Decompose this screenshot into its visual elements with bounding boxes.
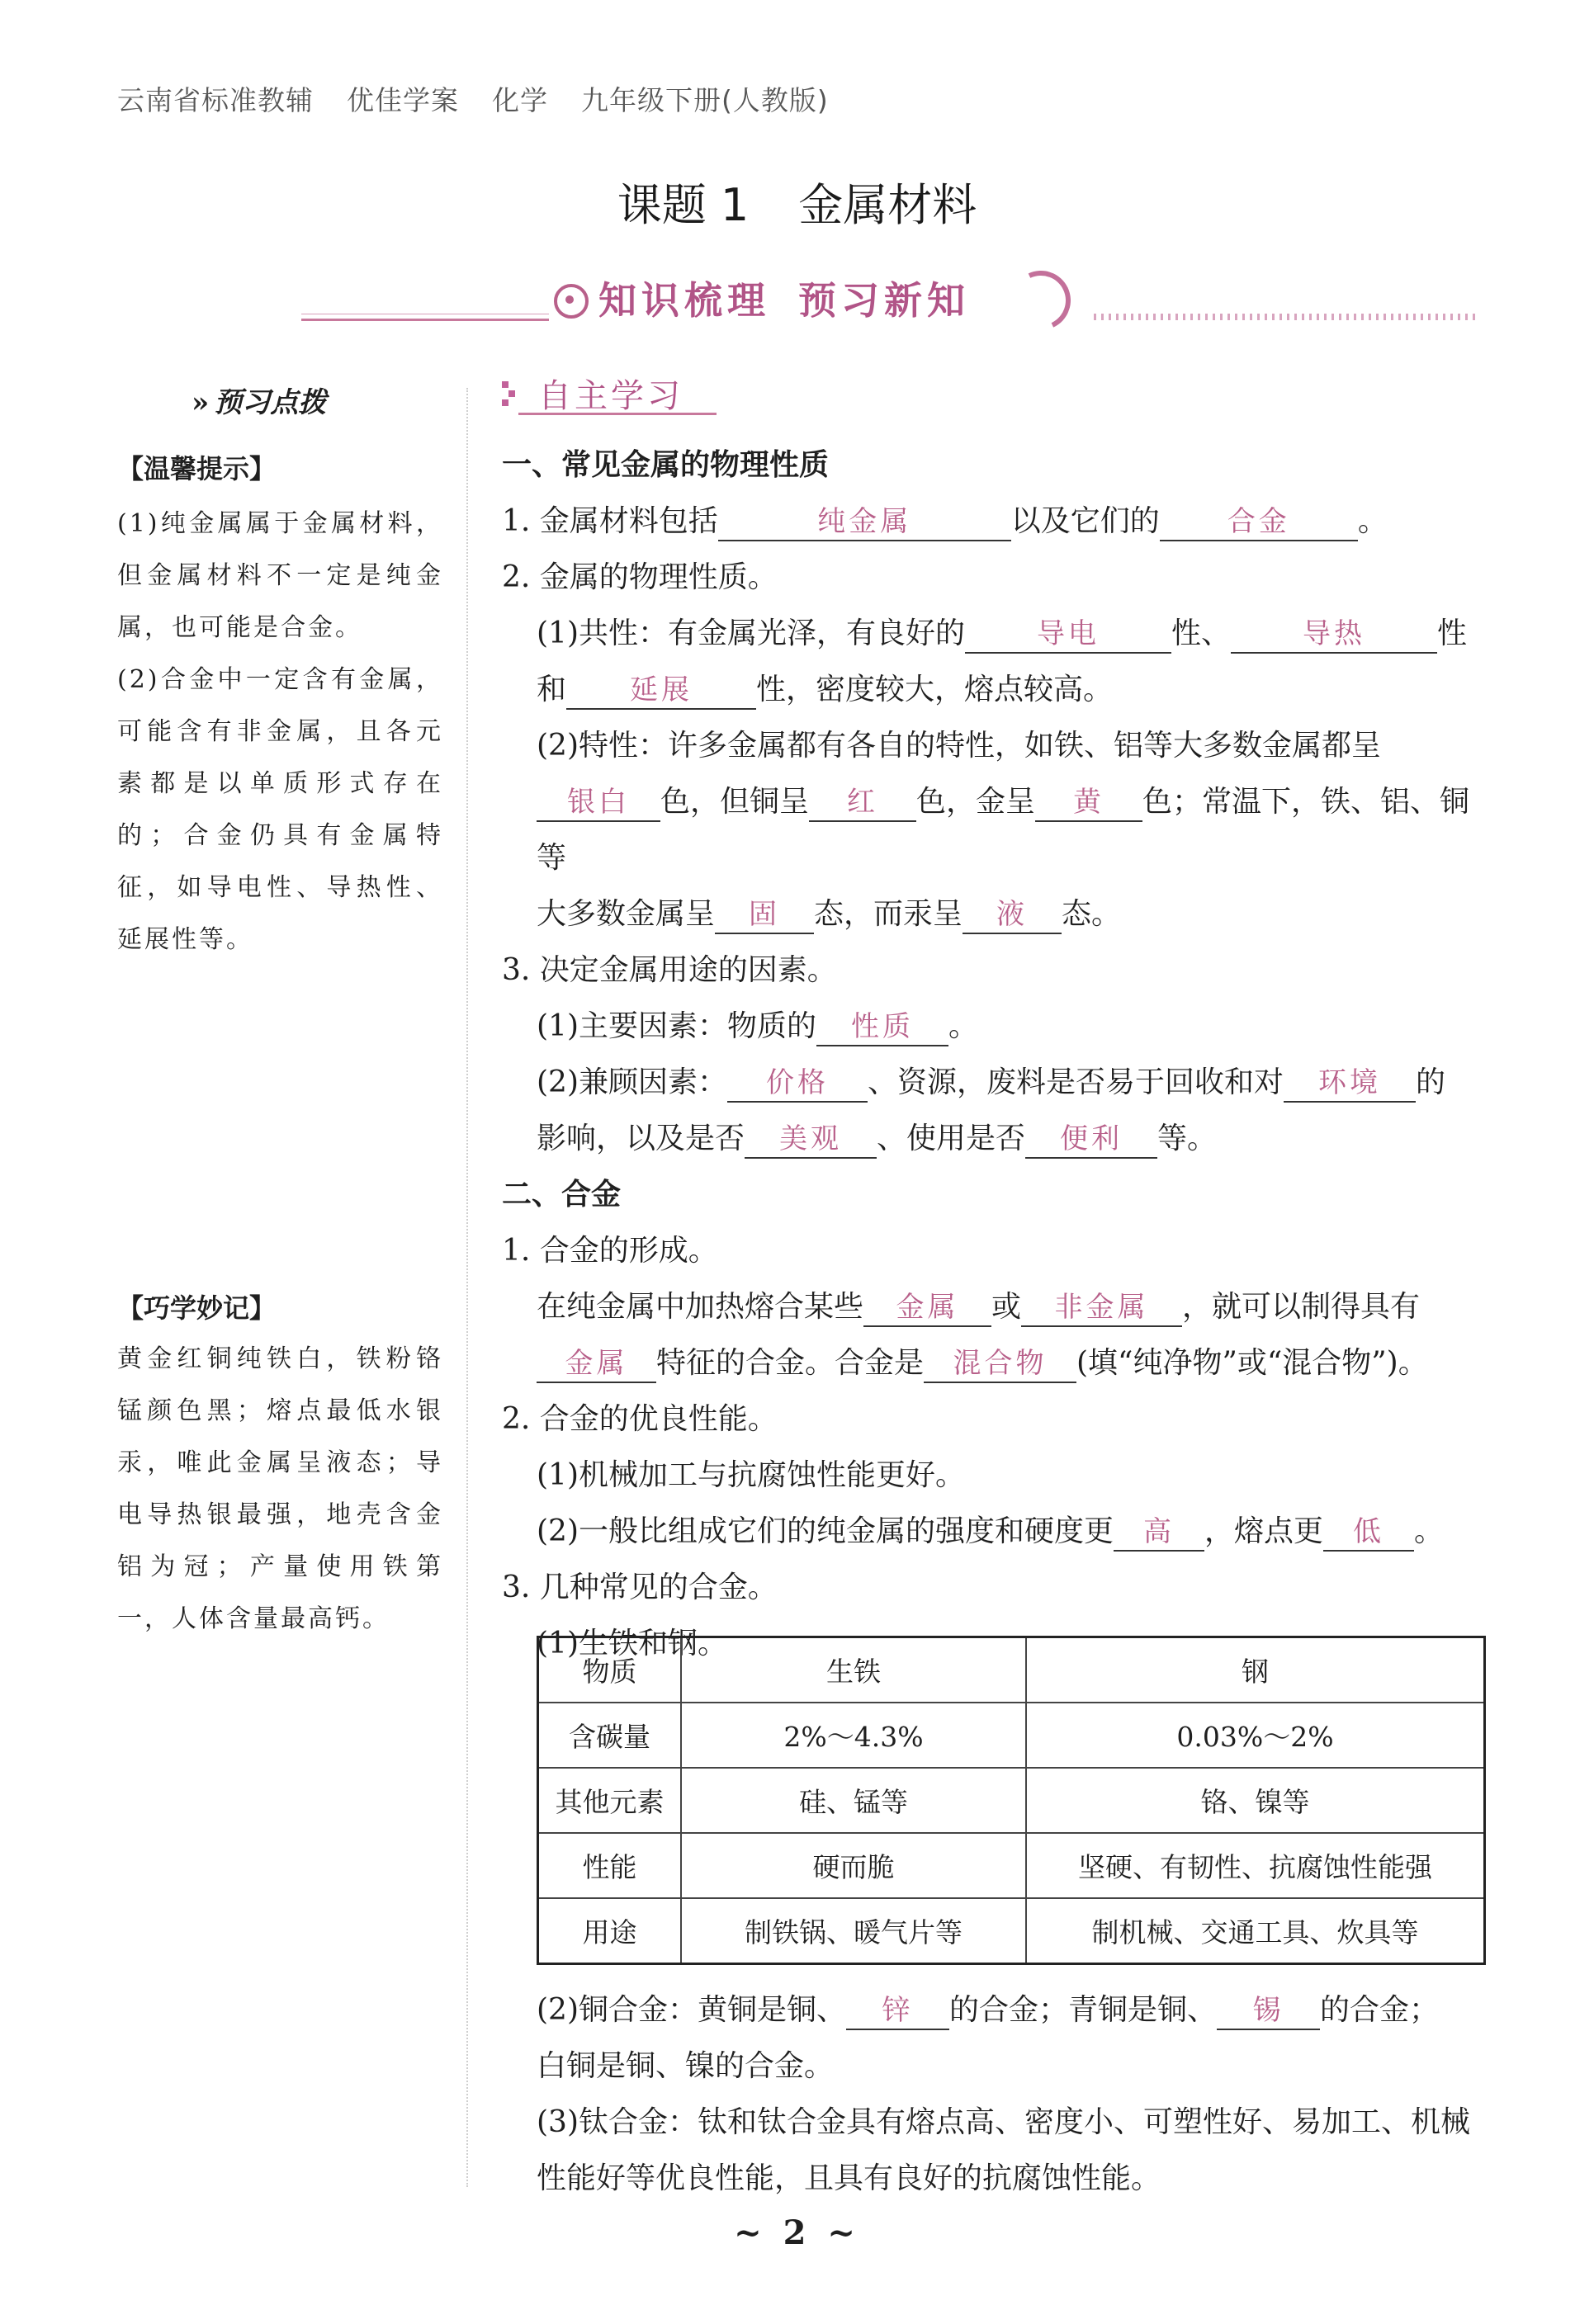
sidebar-heading-text: 预习点拨 (214, 386, 327, 419)
table-cell: 坚硬、有韧性、抗腐蚀性能强 (1026, 1833, 1485, 1898)
lesson-topic: 金属材料 (798, 179, 977, 231)
answer-blank[interactable]: 纯金属 (718, 503, 1011, 541)
text: 。 (948, 1009, 979, 1043)
table-row (538, 1703, 1485, 1768)
question-3-1 (537, 999, 1492, 1055)
answer-blank[interactable]: 非金属 (1021, 1289, 1182, 1327)
alloy-2-1: (1)机械加工与抗腐蚀性能更好。 (537, 1458, 965, 1492)
answer-blank[interactable]: 金属 (863, 1289, 991, 1327)
text: 色，金呈 (916, 785, 1036, 819)
text: ，熔点更 (1204, 1514, 1324, 1548)
text: 或 (991, 1290, 1022, 1324)
page-number: ~ 2 ~ (734, 2213, 860, 2252)
banner-text (598, 271, 970, 325)
alloy-3: 3. 几种常见的合金。 (502, 1571, 778, 1604)
alloy-continuation (537, 1982, 1494, 2207)
table-header-cell: 物质 (538, 1637, 682, 1703)
answer-blank[interactable]: 合金 (1160, 503, 1358, 541)
main-content (502, 370, 1492, 1672)
question-2: 2. 金属的物理性质。 (502, 560, 778, 594)
answer-blank[interactable]: 导电 (965, 616, 1171, 654)
answer-blank[interactable]: 银白 (537, 784, 660, 822)
text: 1. 金属材料包括 (502, 504, 718, 538)
text: 等。 (1157, 1122, 1218, 1155)
alloy-1-text (537, 1279, 1492, 1391)
text: (2)铜合金：黄铜是铜、 (537, 1993, 846, 2027)
header-series: 云南省标准教辅 (117, 84, 314, 116)
swirl-icon (1003, 262, 1079, 338)
table-header-cell: 生铁 (681, 1637, 1026, 1703)
self-study-underline (518, 413, 717, 415)
answer-blank[interactable]: 锡 (1217, 1992, 1320, 2030)
text: 在纯金属中加热熔合某些 (537, 1290, 864, 1324)
section-1-heading: 一、常见金属的物理性质 (502, 448, 830, 482)
header-subject: 化学 (492, 84, 548, 116)
text: 大多数金属呈 (537, 897, 716, 931)
answer-blank[interactable]: 价格 (727, 1065, 868, 1103)
question-3: 3. 决定金属用途的因素。 (502, 953, 837, 987)
iron-steel-table (537, 1636, 1486, 1965)
tip-label: 【温馨提示】 (117, 453, 277, 484)
text: 以及它们的 (1010, 504, 1160, 538)
sidebar-heading (192, 380, 443, 420)
self-study-text: 自主学习 (538, 377, 683, 415)
text: 色；常温下，铁、铝、铜等 (537, 785, 1470, 875)
answer-blank[interactable]: 便利 (1025, 1121, 1157, 1159)
text: (1)主要因素：物质的 (537, 1009, 816, 1043)
alloy-3-2 (537, 1982, 1494, 2095)
alloy-2: 2. 合金的优良性能。 (502, 1402, 778, 1436)
self-study-heading (502, 370, 1492, 419)
table-header-cell: 钢 (1026, 1637, 1485, 1703)
table-cell: 硅、锰等 (681, 1768, 1026, 1833)
text: (填“纯净物”或“混合物”)。 (1076, 1346, 1428, 1380)
answer-blank[interactable]: 锌 (846, 1992, 949, 2030)
answer-blank[interactable]: 美观 (745, 1121, 877, 1159)
question-2-1 (537, 606, 1492, 718)
answer-blank[interactable]: 混合物 (924, 1345, 1076, 1383)
question-2-2 (537, 718, 1492, 942)
text: 性 (1437, 616, 1468, 650)
target-icon (554, 284, 589, 319)
page-title (0, 170, 1594, 234)
text: 的 (1416, 1065, 1446, 1099)
text: 。 (1414, 1514, 1445, 1548)
text: 白铜是铜、镍的合金。 (537, 2049, 835, 2083)
text: 色，但铜呈 (660, 785, 810, 819)
text: (2)兼顾因素： (537, 1065, 727, 1099)
memo-text: 黄金红铜纯铁白，铁粉铬锰颜色黑；熔点最低水银汞，唯此金属呈液态；导电导热银最强，地壳含金铝为冠；产量使用铁第一，人体含量最高钙。 (117, 1344, 443, 1633)
banner-part1: 知识梳理 (598, 278, 770, 323)
answer-blank[interactable]: 金属 (537, 1345, 656, 1383)
text: 态，而汞呈 (814, 897, 963, 931)
answer-blank[interactable]: 红 (809, 784, 916, 822)
text: 态。 (1062, 897, 1122, 931)
text: 和 (537, 673, 567, 706)
table-cell: 铬、镍等 (1026, 1768, 1485, 1833)
answer-blank[interactable]: 延展 (566, 672, 756, 710)
table-header-row (538, 1637, 1485, 1703)
text: (2)一般比组成它们的纯金属的强度和硬度更 (537, 1514, 1114, 1548)
answer-blank[interactable]: 性质 (816, 1008, 948, 1046)
lesson-number: 课题 1 (617, 179, 750, 231)
tip-line: (1)纯金属属于金属材料，但金属材料不一定是纯金属，也可能是合金。 (117, 509, 443, 642)
answer-blank[interactable]: 固 (715, 896, 814, 934)
answer-blank[interactable]: 环境 (1284, 1065, 1416, 1103)
question-1 (502, 494, 1492, 550)
tip-line: (2)合金中一定含有金属，可能含有非金属，且各元素都是以单质形式存在的；合金仍具有金属特征，如导电性、导热性、延展性等。 (117, 665, 443, 954)
text: 性，密度较大，熔点较高。 (756, 673, 1114, 706)
banner-line (301, 319, 549, 321)
text: 、资源，废料是否易于回收和对 (868, 1065, 1284, 1099)
tip-text (117, 498, 443, 966)
alloy-2-2 (537, 1504, 1492, 1560)
text: 性、 (1171, 616, 1232, 650)
banner-part2: 预习新知 (798, 278, 970, 323)
double-chevron-icon: » (192, 386, 210, 419)
text: (2)特性：许多金属都有各自的特性，如铁、铝等大多数金属都呈 (537, 729, 1381, 763)
table-cell: 其他元素 (538, 1768, 682, 1833)
question-3-2 (537, 1055, 1492, 1167)
table-cell: 0.03%～2% (1026, 1703, 1485, 1768)
table-row (538, 1898, 1485, 1964)
column-divider (466, 388, 468, 2187)
alloy-3-3: (3)钛合金：钛和钛合金具有熔点高、密度小、可塑性好、易加工、机械性能好等优良性能，且具有良好的抗腐蚀性能。 (537, 2105, 1470, 2195)
answer-blank[interactable]: 高 (1114, 1514, 1204, 1552)
text: 的合金；青铜是铜、 (949, 1993, 1218, 2027)
table-cell: 制机械、交通工具、炊具等 (1026, 1898, 1485, 1964)
text: 特征的合金。合金是 (656, 1346, 925, 1380)
table-cell: 2%～4.3% (681, 1703, 1026, 1768)
table-row (538, 1768, 1485, 1833)
square-marks-icon (502, 381, 515, 406)
section-banner (301, 266, 1478, 332)
table-cell: 含碳量 (538, 1703, 682, 1768)
text: 、使用是否 (877, 1122, 1026, 1155)
text: 影响，以及是否 (537, 1122, 745, 1155)
text: (1)共性：有金属光泽，有良好的 (537, 616, 965, 650)
table-row (538, 1833, 1485, 1898)
answer-blank[interactable]: 黄 (1035, 784, 1142, 822)
section-2-heading: 二、合金 (502, 1178, 622, 1212)
answer-blank[interactable]: 低 (1323, 1514, 1414, 1552)
table-cell: 硬而脆 (681, 1833, 1026, 1898)
answer-blank[interactable]: 导热 (1231, 616, 1437, 654)
text: 的合金； (1320, 1993, 1440, 2027)
header-book: 优佳学案 (347, 84, 459, 116)
table-cell: 性能 (538, 1833, 682, 1898)
memo-label: 【巧学妙记】 (117, 1292, 277, 1324)
text: ，就可以制得具有 (1182, 1290, 1421, 1324)
header-grade: 九年级下册(人教版) (581, 84, 829, 116)
banner-dotted-line (1094, 314, 1478, 320)
alloy-3-1: (1)生铁和钢。 (537, 1627, 727, 1660)
answer-blank[interactable]: 液 (963, 896, 1062, 934)
text: 。 (1357, 504, 1388, 538)
table-cell: 制铁锅、暖气片等 (681, 1898, 1026, 1964)
page-header (117, 79, 862, 118)
alloy-1: 1. 合金的形成。 (502, 1234, 718, 1268)
table-cell: 用途 (538, 1898, 682, 1964)
sidebar (117, 380, 443, 966)
